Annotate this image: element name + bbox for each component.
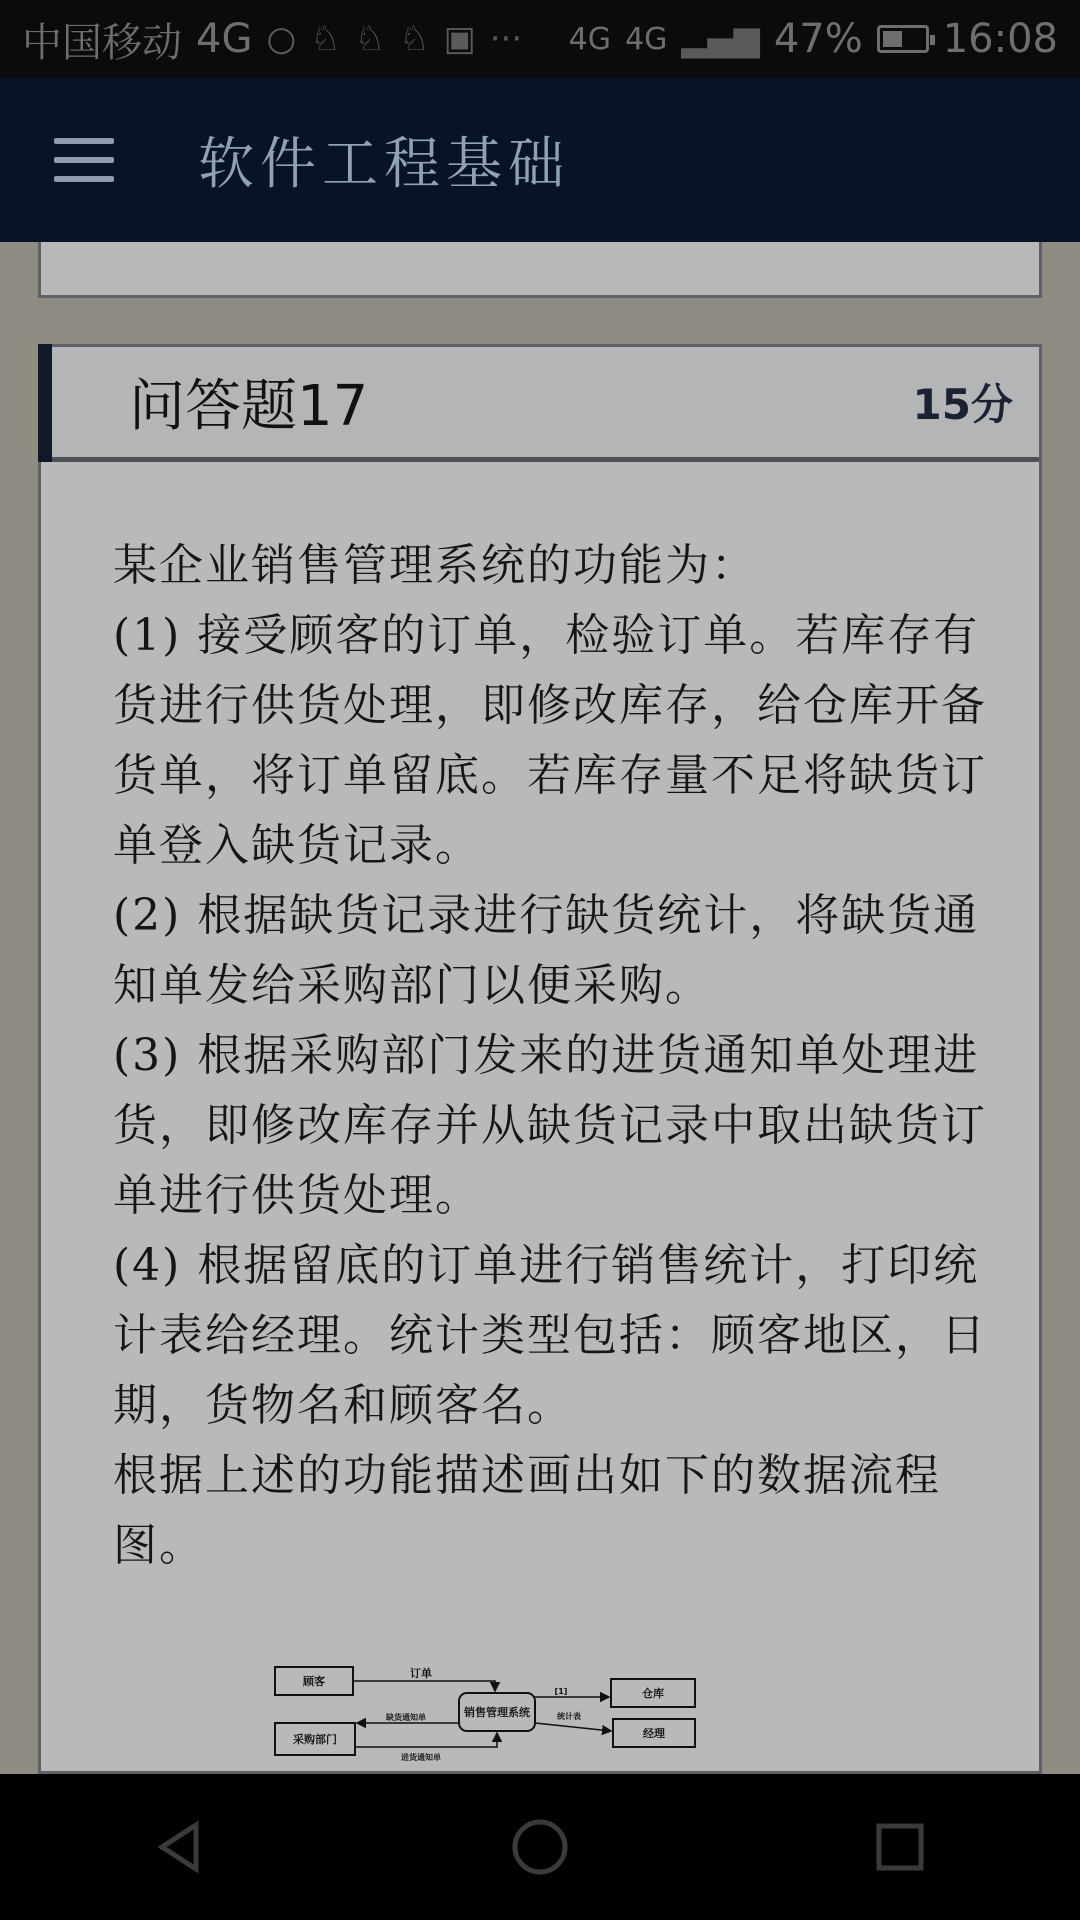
dfd-ship-label: [1] xyxy=(554,1687,568,1696)
dfd-stock-label: 进货通知单 xyxy=(401,1753,441,1762)
question-header xyxy=(41,347,1039,462)
menu-icon[interactable] xyxy=(54,138,114,182)
more-icon: ··· xyxy=(489,19,523,59)
status-bar xyxy=(0,0,1080,78)
dfd-stock-flow xyxy=(355,1733,497,1747)
home-icon[interactable] xyxy=(495,1802,585,1892)
carrier-label: 中国移动 xyxy=(22,19,182,66)
previous-question-card xyxy=(38,242,1042,298)
battery-percent: 47% xyxy=(773,16,863,62)
battery-icon xyxy=(877,25,929,53)
notification-icon: ♘ xyxy=(310,19,341,59)
message-icon: ○ xyxy=(266,19,297,59)
dfd-order-label: 订单 xyxy=(410,1667,432,1680)
signal-icon: ▂▄▆ xyxy=(681,19,760,59)
status-right xyxy=(569,16,1058,62)
battery-fill xyxy=(883,31,902,47)
question-paragraph: (4) 根据留底的订单进行销售统计，打印统计表给经理。统计类型包括：顾客地区，日期，货物名和顾客名。 xyxy=(113,1240,987,1431)
network-type-small: 4G xyxy=(625,21,668,57)
question-score: 15分 xyxy=(912,380,1013,429)
question-card xyxy=(38,344,1042,1774)
status-left xyxy=(22,11,522,68)
question-paragraph: (1) 接受顾客的订单，检验订单。若库存有货进行供货处理，即修改库存，给仓库开备货单，将订单留底。若库存量不足将缺货订单登入缺货记录。 xyxy=(113,610,987,871)
navigation-bar xyxy=(0,1774,1080,1920)
dfd-customer-label: 顾客 xyxy=(303,1675,325,1688)
question-paragraph: 根据上述的功能描述画出如下的数据流程图。 xyxy=(113,1450,941,1571)
notification-icon: ♘ xyxy=(354,19,386,59)
question-paragraph: 某企业销售管理系统的功能为： xyxy=(113,540,757,591)
question-paragraph: (3) 根据采购部门发来的进货通知单处理进货，即修改库存并从缺货记录中取出缺货订单进行供货处理。 xyxy=(113,1030,987,1221)
app-bar xyxy=(0,78,1080,242)
dfd-warehouse-label: 仓库 xyxy=(642,1687,664,1700)
dfd-system-label: 销售管理系统 xyxy=(464,1706,530,1719)
question-text xyxy=(113,531,1013,1581)
clock: 16:08 xyxy=(942,16,1058,62)
notification-icon: ♘ xyxy=(399,19,430,59)
question-paragraph: (2) 根据缺货记录进行缺货统计，将缺货通知单发给采购部门以便采购。 xyxy=(113,890,980,1011)
dfd-purchasing-label: 采购部门 xyxy=(293,1733,337,1746)
data-flow-diagram xyxy=(271,1647,761,1767)
image-icon: ▣ xyxy=(443,19,476,59)
dfd-manager-label: 经理 xyxy=(643,1727,665,1740)
dfd-stats-label: 统计表 xyxy=(557,1712,581,1721)
dfd-stats-flow xyxy=(535,1723,611,1731)
network-type: 4G xyxy=(196,16,253,62)
recents-icon[interactable] xyxy=(855,1802,945,1892)
app-title: 软件工程基础 xyxy=(198,132,570,197)
back-icon[interactable] xyxy=(135,1802,225,1892)
network-type-right: 4G xyxy=(568,21,612,57)
dfd-shortage-label: 缺货通知单 xyxy=(386,1713,426,1722)
question-title: 问答题17 xyxy=(129,374,369,439)
dfd-order-flow xyxy=(353,1681,495,1691)
